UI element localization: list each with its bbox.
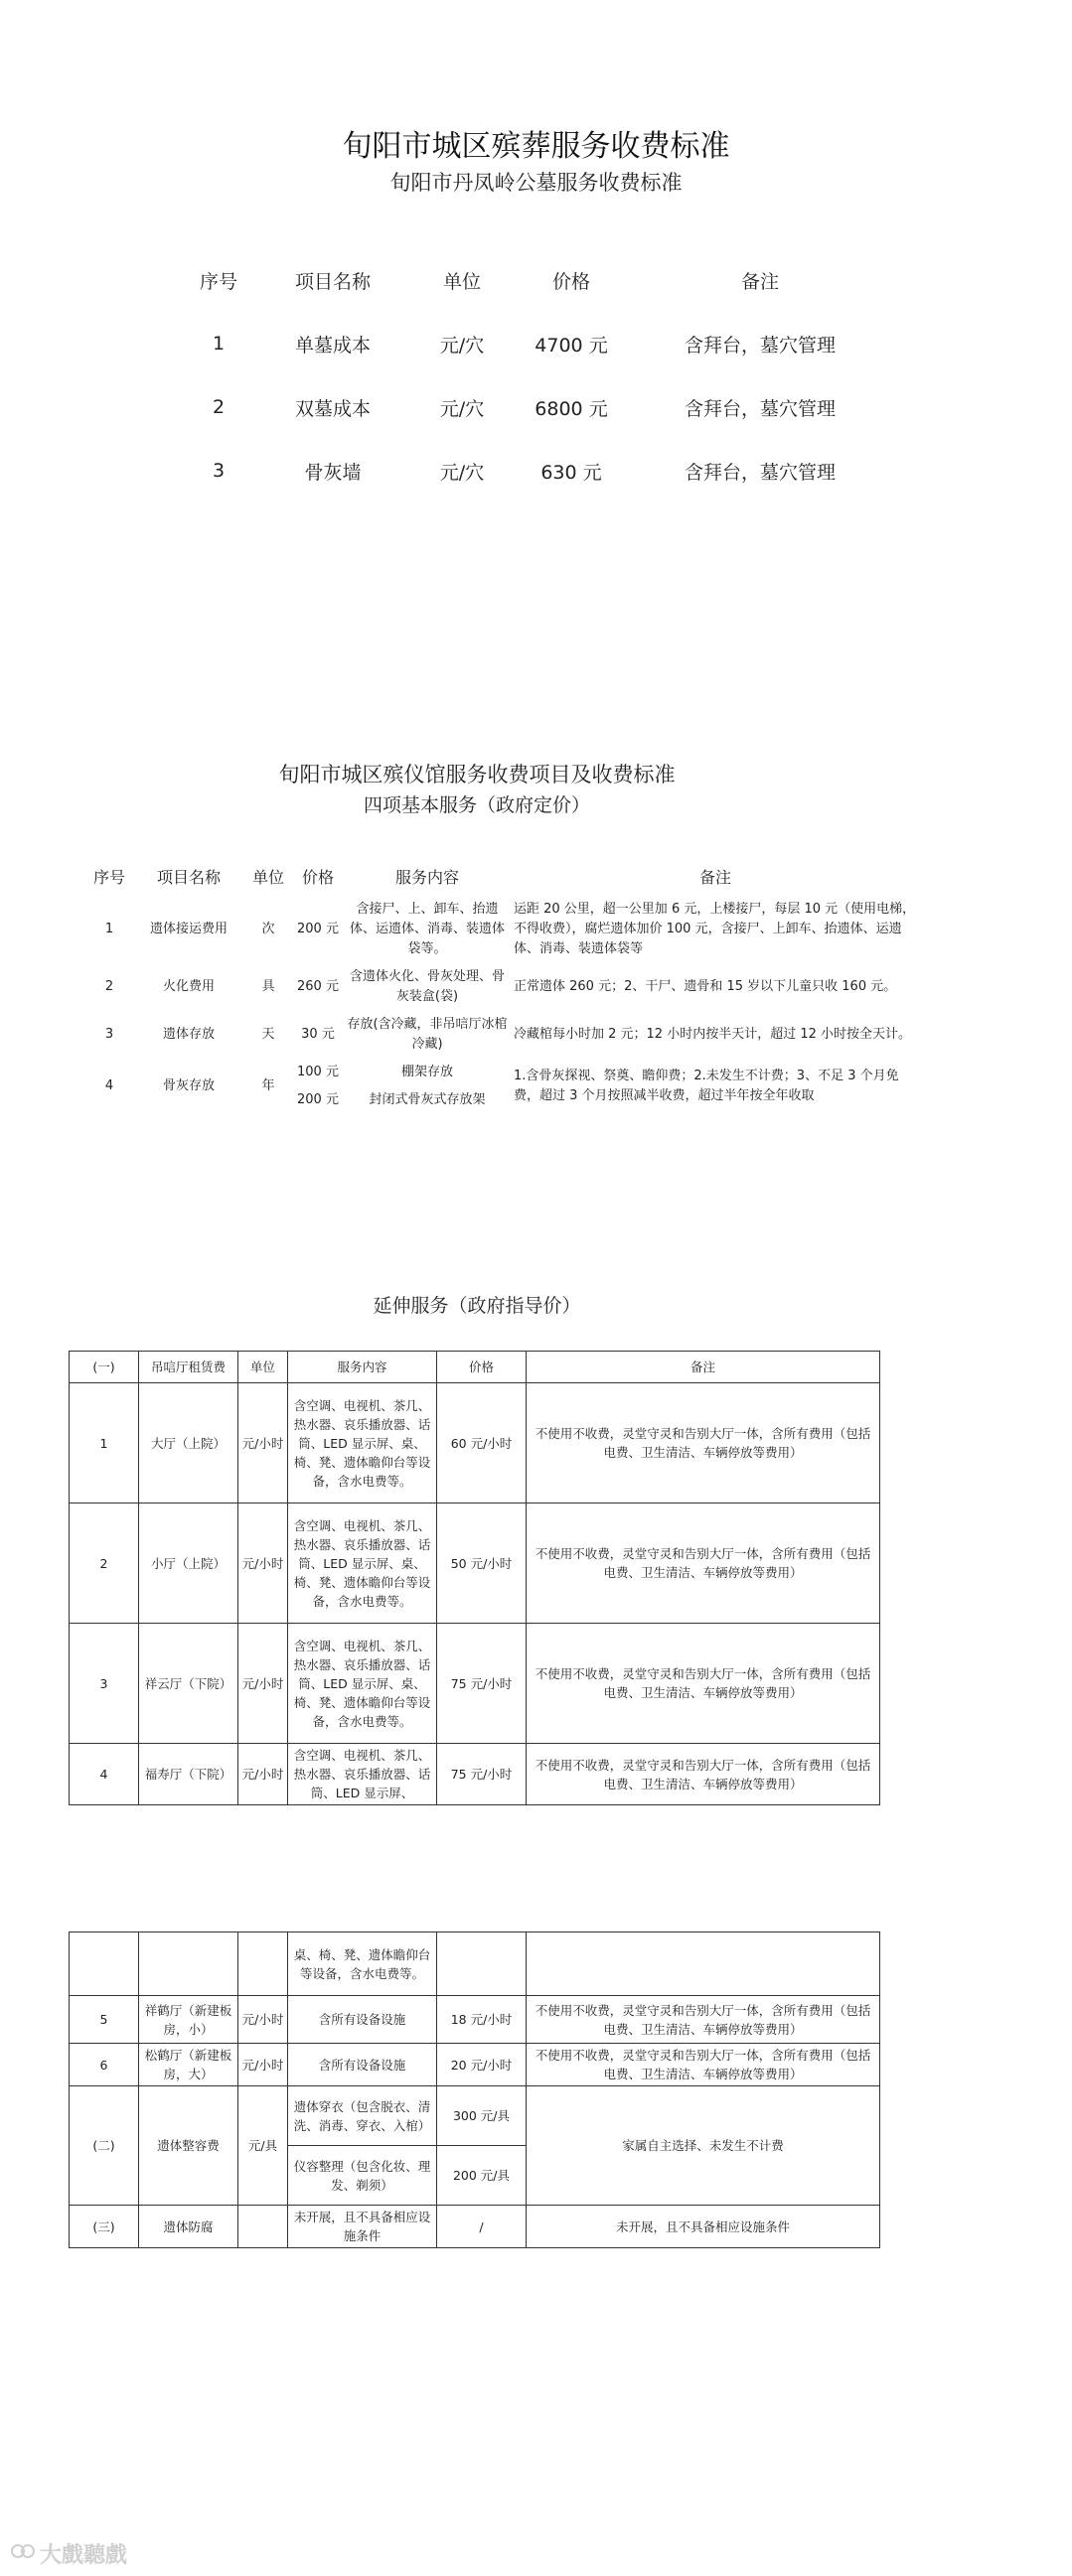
cell: 3	[70, 1624, 139, 1744]
cell: 正常遗体 260 元；2、干尸、遗骨和 15 岁以下儿童只收 160 元。	[514, 979, 897, 994]
cell: 元/小时	[238, 1744, 288, 1805]
cell: 松鹤厅（新建板房，大）	[139, 2044, 238, 2086]
cell: 未开展，且不具备相应设施条件	[527, 2206, 880, 2248]
header-cell: 单位	[442, 270, 481, 293]
cell: 元/小时	[238, 2044, 288, 2086]
cell: 300 元/具	[437, 2086, 527, 2146]
table-row	[179, 312, 894, 375]
header-cell: 备注	[740, 270, 779, 293]
cell: 祥鹤厅（新建板房，小）	[139, 1996, 238, 2044]
table-header-row	[84, 856, 919, 896]
cell	[70, 1932, 139, 1996]
cell	[238, 2206, 288, 2248]
cell: 棚架存放	[400, 1065, 453, 1079]
header-cell: 服务内容	[288, 1352, 437, 1383]
cell: 20 元/小时	[437, 2044, 527, 2086]
table-row	[179, 439, 894, 502]
cell: 200 元/具	[437, 2146, 527, 2206]
header-cell: 单位	[238, 1352, 288, 1383]
cell: 60 元/小时	[437, 1383, 527, 1503]
cell: 1	[212, 333, 226, 355]
watermark: 大戲聽戲	[40, 2543, 128, 2568]
cell: 50 元/小时	[437, 1503, 527, 1624]
cell: 2	[70, 1503, 139, 1624]
cell: 含空调、电视机、茶几、热水器、哀乐播放器、话筒、LED 显示屏、	[288, 1744, 437, 1805]
cell: 遗体接运费用	[149, 922, 228, 936]
cell: 1.含骨灰探视、祭奠、瞻仰费；2.未发生不计费；3、不足 3 个月免费，超过 3 个月按照减半收费，超过半年按全年收取	[514, 1069, 899, 1103]
cell	[527, 1932, 880, 1996]
cell: /	[437, 2206, 527, 2248]
header-cell: 单位	[251, 867, 284, 887]
cell: 4700 元	[535, 334, 608, 357]
cell	[437, 1932, 527, 1996]
page-title: 旬阳市城区殡葬服务收费标准	[342, 129, 730, 164]
cell	[139, 1932, 238, 1996]
table-row	[84, 963, 919, 1011]
cell: 含拜台，墓穴管理	[684, 461, 836, 484]
page-subtitle: 旬阳市丹凤岭公墓服务收费标准	[389, 171, 683, 195]
cell: 含空调、电视机、茶几、热水器、哀乐播放器、话筒、LED 显示屏、桌、椅、凳、遗体瞻仰台等设备，含水电费等。	[288, 1503, 437, 1624]
cell	[238, 1932, 288, 1996]
header-cell: 吊唁厅租赁费	[139, 1352, 238, 1383]
watermark-logo-icon	[10, 2542, 36, 2560]
cell: 遗体防腐	[139, 2206, 238, 2248]
cell: 遗体穿衣（包含脱衣、清洗、消毒、穿衣、入棺）	[288, 2086, 437, 2146]
cell: 遗体存放	[162, 1027, 215, 1042]
cell: 封闭式骨灰式存放架	[369, 1092, 486, 1107]
header-cell: 服务内容	[394, 867, 459, 887]
cell: 2	[104, 979, 114, 994]
cell: 火化费用	[162, 979, 215, 994]
header-cell: 序号	[199, 270, 237, 293]
table-row	[70, 1996, 880, 2044]
cell: (三)	[70, 2206, 139, 2248]
cell: 6800 元	[535, 397, 608, 420]
table-row	[70, 2206, 880, 2248]
table-row	[84, 896, 919, 963]
cell: 75 元/小时	[437, 1744, 527, 1805]
cell: 存放(含冷藏，非吊唁厅冰棺冷藏)	[347, 1017, 508, 1052]
cell: 4	[70, 1744, 139, 1805]
cell: 不使用不收费，灵堂守灵和告别大厅一体，含所有费用（包括电费、卫生清洁、车辆停放等费用）	[527, 1383, 880, 1503]
table-row	[179, 375, 894, 439]
cell: 运距 20 公里，超一公里加 6 元，上楼接尸，每层 10 元（使用电梯，不得收费），腐烂遗体加价 100 元，含接尸、上卸车、抬遗体、运遗体、消毒、装遗体袋等	[514, 902, 916, 956]
cell: 元/具	[238, 2086, 288, 2206]
table-row	[70, 1744, 880, 1805]
header-cell: 价格	[437, 1352, 527, 1383]
cell: 桌、椅、凳、遗体瞻仰台等设备，含水电费等。	[288, 1932, 437, 1996]
cell: 祥云厅（下院）	[139, 1624, 238, 1744]
cell: 元/小时	[238, 1996, 288, 2044]
cell: 3	[212, 460, 226, 482]
header-cell: 项目名称	[156, 867, 221, 887]
cell: 年	[261, 1078, 275, 1093]
cell: 次	[261, 922, 275, 936]
cell: 含所有设备设施	[288, 1996, 437, 2044]
header-cell: 价格	[551, 270, 590, 293]
cell: 元/小时	[238, 1503, 288, 1624]
cell: 不使用不收费，灵堂守灵和告别大厅一体，含所有费用（包括电费、卫生清洁、车辆停放等费用）	[527, 1624, 880, 1744]
cell: 元/穴	[439, 334, 485, 357]
cell: 260 元	[297, 979, 339, 994]
extended-services-table-part1	[69, 1351, 880, 1805]
cell: 不使用不收费，灵堂守灵和告别大厅一体，含所有费用（包括电费、卫生清洁、车辆停放等费用）	[527, 1744, 880, 1805]
cell: 200 元	[297, 1092, 339, 1107]
cell: 福寿厅（下院）	[139, 1744, 238, 1805]
cell: 含拜台，墓穴管理	[684, 397, 836, 420]
cell: 未开展，且不具备相应设施条件	[288, 2206, 437, 2248]
cell: 含空调、电视机、茶几、热水器、哀乐播放器、话筒、LED 显示屏、桌、椅、凳、遗体瞻仰台等设备，含水电费等。	[288, 1383, 437, 1503]
cell: 含遗体火化、骨灰处理、骨灰装盒(袋)	[349, 969, 505, 1004]
cell: 小厅（上院）	[139, 1503, 238, 1624]
funeral-home-title: 旬阳市城区殡仪馆服务收费项目及收费标准	[278, 763, 676, 787]
cell: (二)	[70, 2086, 139, 2206]
cell: 家属自主选择、未发生不计费	[527, 2086, 880, 2206]
cell: 含所有设备设施	[288, 2044, 437, 2086]
cell: 75 元/小时	[437, 1624, 527, 1744]
cell: 含空调、电视机、茶几、热水器、哀乐播放器、话筒、LED 显示屏、桌、椅、凳、遗体瞻仰台等设备，含水电费等。	[288, 1624, 437, 1744]
cell: 200 元	[297, 922, 339, 936]
table-header-row	[70, 1352, 880, 1383]
cell: 不使用不收费，灵堂守灵和告别大厅一体，含所有费用（包括电费、卫生清洁、车辆停放等费用）	[527, 1503, 880, 1624]
header-cell: 备注	[527, 1352, 880, 1383]
table-row	[70, 1932, 880, 1996]
cell: 元/小时	[238, 1383, 288, 1503]
table-row	[84, 1059, 919, 1086]
cell: 1	[104, 922, 114, 936]
cell: 不使用不收费，灵堂守灵和告别大厅一体，含所有费用（包括电费、卫生清洁、车辆停放等费用）	[527, 2044, 880, 2086]
cell: 6	[70, 2044, 139, 2086]
cell: 18 元/小时	[437, 1996, 527, 2044]
cell: 遗体整容费	[139, 2086, 238, 2206]
cell: 具	[261, 979, 275, 994]
header-cell: 价格	[301, 867, 334, 887]
header-cell: (一)	[70, 1352, 139, 1383]
table-row	[70, 2044, 880, 2086]
cell: 双墓成本	[294, 397, 371, 420]
cell: 3	[104, 1027, 114, 1042]
cell: 100 元	[297, 1065, 339, 1079]
funeral-home-subtitle: 四项基本服务（政府定价）	[363, 794, 590, 816]
table-row	[84, 1011, 919, 1059]
table-row	[70, 1503, 880, 1624]
cell: 1	[70, 1383, 139, 1503]
extended-services-title: 延伸服务（政府指导价）	[373, 1295, 581, 1317]
extended-services-table-part2	[69, 1932, 880, 2248]
cell: 骨灰墙	[304, 461, 362, 484]
table-header-row	[179, 248, 894, 312]
cell: 5	[70, 1996, 139, 2044]
table-row	[70, 1383, 880, 1503]
cell: 30 元	[301, 1027, 335, 1042]
table-row	[70, 1624, 880, 1744]
cell: 4	[104, 1078, 114, 1093]
header-cell: 备注	[698, 867, 731, 887]
cell: 630 元	[540, 461, 602, 484]
basic-services-table	[84, 856, 919, 1114]
cell: 仪容整理（包含化妆、理发、剃须）	[288, 2146, 437, 2206]
cell: 含接尸、上、卸车、抬遗体、运遗体、消毒、装遗体袋等。	[349, 902, 505, 956]
cell: 冷藏棺每小时加 2 元；12 小时内按半天计，超过 12 小时按全天计。	[514, 1027, 912, 1042]
cell: 天	[261, 1027, 275, 1042]
cell: 骨灰存放	[162, 1078, 215, 1093]
cell: 2	[212, 396, 226, 418]
cell: 单墓成本	[294, 334, 371, 357]
cell: 元/穴	[439, 461, 485, 484]
cell: 大厅（上院）	[139, 1383, 238, 1503]
cemetery-table	[179, 248, 894, 502]
table-row	[70, 2086, 880, 2146]
cell: 不使用不收费，灵堂守灵和告别大厅一体，含所有费用（包括电费、卫生清洁、车辆停放等费用）	[527, 1996, 880, 2044]
header-cell: 项目名称	[294, 270, 371, 293]
cell: 含拜台，墓穴管理	[684, 334, 836, 357]
cell: 元/小时	[238, 1624, 288, 1744]
cell: 元/穴	[439, 397, 485, 420]
header-cell: 序号	[92, 867, 125, 887]
